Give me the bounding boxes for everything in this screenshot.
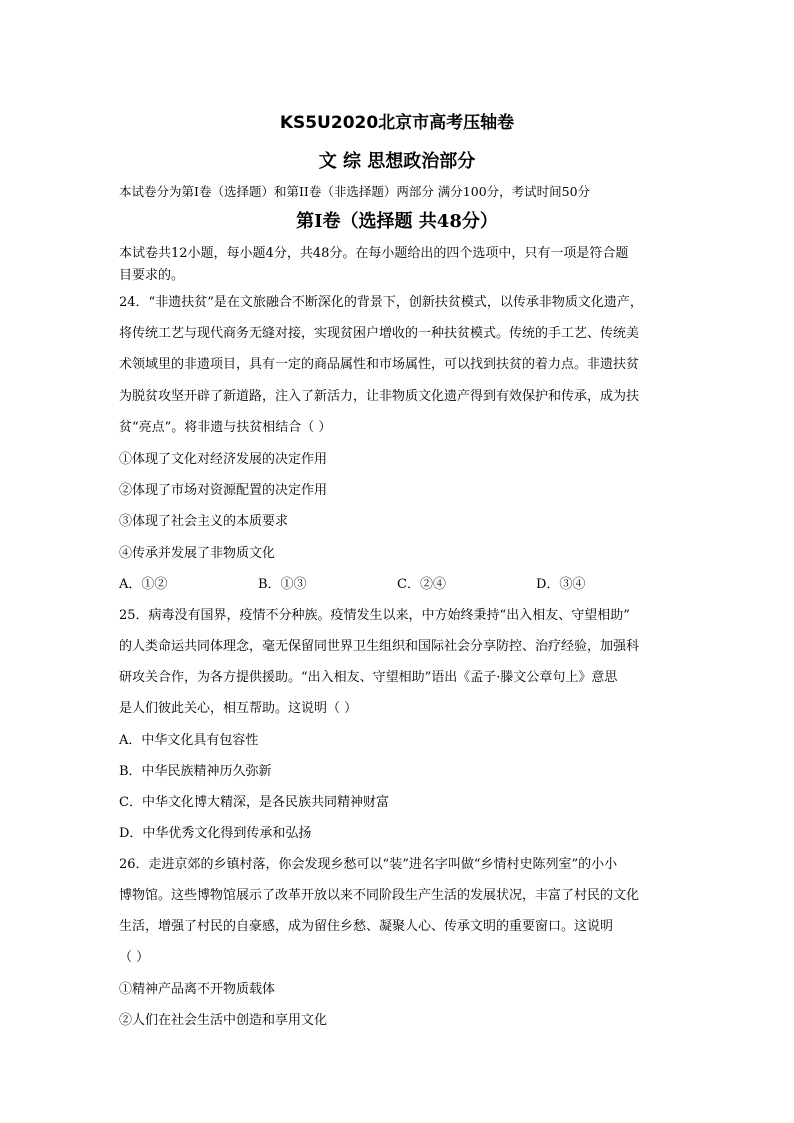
q26-stem-line: 26．走进京郊的乡镇村落，你会发现乡愁可以“装”进名字叫做“乡情村史陈列室”的小小	[119, 857, 618, 872]
q24-stem-line: 贫“亮点”。将非遗与扶贫相结合（ ）	[119, 420, 332, 435]
q24-item: ④传承并发展了非物质文化	[119, 546, 276, 561]
q26-item: ②人们在社会生活中创造和享用文化	[119, 1013, 328, 1028]
instructions-line: 目要求的。	[119, 268, 185, 283]
q25-stem-line: 研攻关合作，为各方提供援助。“出入相友、守望相助”语出《孟子·滕文公章句上》意思	[119, 670, 618, 685]
q24-item: ①体现了文化对经济发展的决定作用	[119, 452, 328, 467]
q24-stem-line: 将传统工艺与现代商务无缝对接，实现贫困户增收的一种扶贫模式。传统的手工艺、传统美	[119, 326, 640, 341]
q24-stem-line: 24．“非遗扶贫”是在文旅融合不断深化的背景下，创新扶贫模式，以传承非物质文化遗产，	[119, 295, 643, 310]
q25-option-c: C．中华文化博大精深，是各民族共同精神财富	[119, 795, 389, 810]
instructions-line: 本试卷共12小题，每小题4分，共48分。在每小题给出的四个选项中，只有一项是符合题	[119, 246, 629, 261]
section-title: 第I卷（选择题 共48分）	[296, 211, 498, 232]
q24-option-b: B．①③	[258, 577, 307, 592]
q24-item: ②体现了市场对资源配置的决定作用	[119, 483, 328, 498]
exam-title: KS5U2020北京市高考压轴卷	[279, 113, 515, 133]
subject-subtitle: 文 综 思想政治部分	[318, 151, 476, 172]
q25-option-d: D．中华优秀文化得到传承和弘扬	[119, 826, 312, 841]
q24-item: ③体现了社会主义的本质要求	[119, 514, 289, 529]
q26-item: ①精神产品离不开物质载体	[119, 982, 276, 997]
q24-stem-line: 为脱贫攻坚开辟了新道路，注入了新活力，让非物质文化遗产得到有效保护和传承，成为扶	[119, 389, 640, 404]
q25-option-a: A．中华文化具有包容性	[119, 733, 259, 748]
q25-stem-line: 25．病毒没有国界，疫情不分种族。疫情发生以来，中方始终秉持“出入相友、守望相助”	[119, 608, 630, 623]
q25-stem-line: 是人们彼此关心，相互帮助。这说明（ ）	[119, 701, 358, 716]
q25-stem-line: 的人类命运共同体理念，毫无保留同世界卫生组织和国际社会分享防控、治疗经验，加强科	[119, 639, 640, 654]
q24-option-a: A．①②	[119, 577, 168, 592]
q24-stem-line: 术领域里的非遗项目，具有一定的商品属性和市场属性，可以找到扶贫的着力点。非遗扶贫	[119, 357, 640, 372]
exam-info: 本试卷分为第I卷（选择题）和第II卷（非选择题）两部分 满分100分，考试时间50分	[119, 184, 591, 199]
q25-option-b: B．中华民族精神历久弥新	[119, 764, 272, 779]
q24-option-d: D．③④	[536, 577, 586, 592]
q26-stem-line: 博物馆。这些博物馆展示了改革开放以来不同阶段生产生活的发展状况，丰富了村民的文化	[119, 888, 640, 903]
q26-stem-line: 生活，增强了村民的自豪感，成为留住乡愁、凝聚人心、传承文明的重要窗口。这说明	[119, 919, 614, 934]
q24-option-c: C．②④	[397, 577, 446, 592]
q26-stem-line: （ ）	[119, 950, 150, 965]
